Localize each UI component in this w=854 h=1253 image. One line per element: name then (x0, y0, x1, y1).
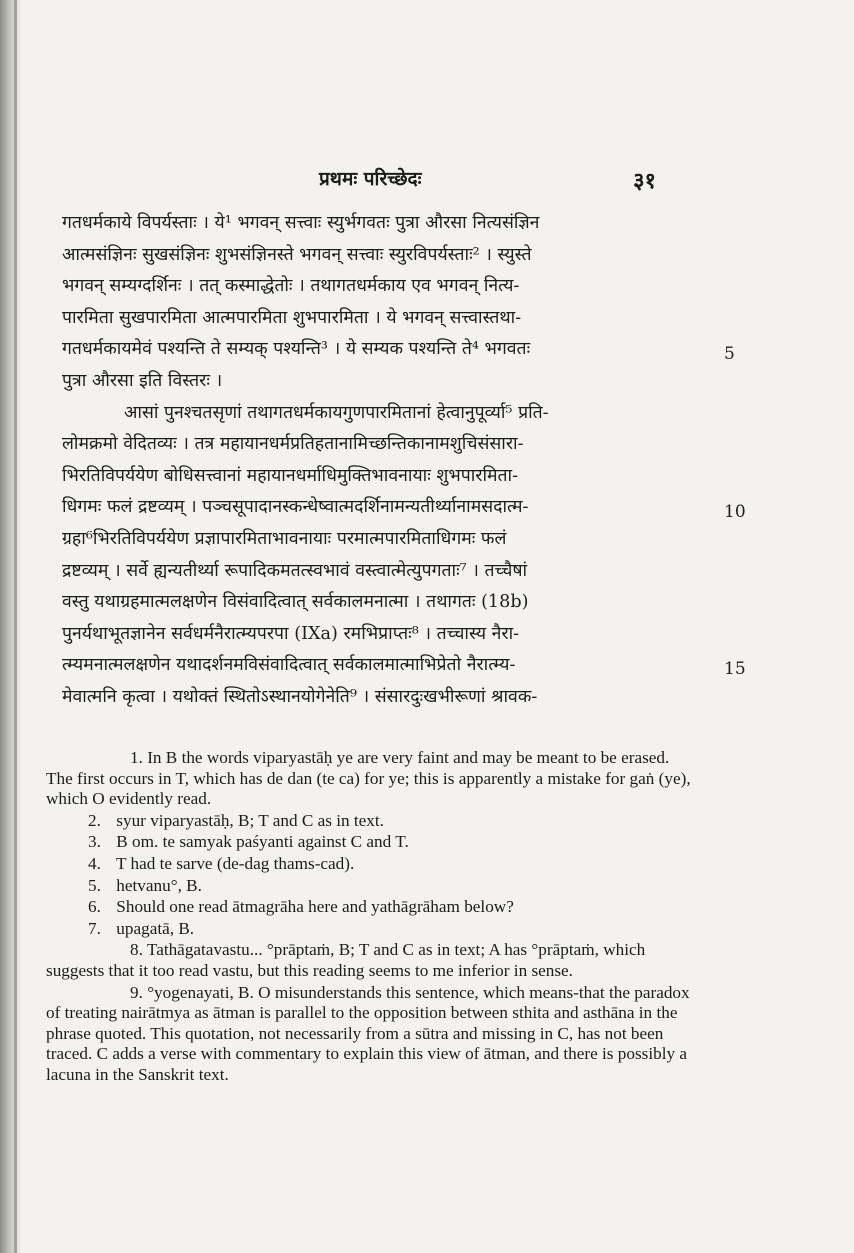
text-line: आसां पुनश्चतसृणां तथागतधर्मकायगुणपारमितानां हेत्वानुपूर्व्या⁵ प्रति- (124, 402, 549, 423)
footnote (88, 919, 692, 940)
footnote-number: 4. (88, 853, 101, 873)
footnote-number: 2. (88, 810, 101, 830)
footnote-text: upagatā, B. (116, 918, 195, 938)
page-binding-edge (0, 0, 22, 1253)
line-number: 10 (724, 502, 746, 522)
text-line: धिगमः फलं द्रष्टव्यम् । पञ्चसूपादानस्कन्धेष्वात्मदर्शिनामन्यतीर्थ्यानामसदात्म- (62, 497, 529, 518)
footnote-number: 1. (130, 748, 143, 767)
footnote-number: 3. (88, 832, 101, 852)
text-line: पुत्रा औरसा इति विस्तरः । (62, 370, 223, 391)
footnote-text: In B the words viparyastāḥ ye are very faint and may be meant to be erased. The first occurs in T, which has de dan (te ca) for ye; this is apparently a mistake for gaṅ (ye), which O evidently read. (46, 748, 691, 809)
line-number: 15 (724, 659, 746, 679)
footnote (88, 876, 692, 897)
line-number: 5 (724, 344, 735, 364)
footnote-text: Tathāgatavastu... °prāptaṁ, B; T and C as in text; A has °prāptaṁ, which suggests that it too read vastu, but this reading seems to me inferior in sense. (46, 940, 646, 980)
text-line: त्म्यमनात्मलक्षणेन यथादर्शनमविसंवादित्वात् सर्वकालमात्माभिप्रेतो नैरात्म्य- (62, 655, 516, 676)
text-line: मेवात्मनि कृत्वा । यथोक्तं स्थितोऽस्थानयोगेनेति⁹ । संसारदुःखभीरूणां श्रावक- (62, 686, 538, 707)
footnote-number: 9. (130, 982, 143, 1002)
footnote (46, 940, 692, 981)
footnote (88, 854, 692, 875)
text-line: भगवन् सम्यग्दर्शिनः । तत् कस्माद्धेतोः । तथागतधर्मकाय एव भगवन् नित्य- (62, 276, 520, 297)
text-line: आत्मसंज्ञिनः सुखसंज्ञिनः शुभसंज्ञिनस्ते भगवन् सत्त्वाः स्युरविपर्यस्ताः² । स्युस्ते (62, 244, 532, 265)
text-line: वस्तु यथाग्रहमात्मलक्षणेन विसंवादित्वात् सर्वकालमनात्मा । तथागतः (18b) (62, 592, 529, 613)
sanskrit-text (62, 208, 667, 714)
text-line: गतधर्मकायमेवं पश्यन्ति ते सम्यक् पश्यन्ति³ । ये सम्यक पश्यन्ति ते⁴ भगवतः (62, 339, 531, 360)
text-line: भिरतिविपर्ययेण बोधिसत्त्वानां महायानधर्माधिमुक्तिभावनायाः शुभपारमिता- (62, 465, 519, 486)
footnote (88, 832, 692, 853)
text-line: द्रष्टव्यम् । सर्वे ह्यन्यतीर्थ्या रूपादिकमतत्स्वभावं वस्त्वात्मेत्युपगताः⁷ । तच्चैषां (62, 560, 528, 581)
running-header (64, 165, 664, 195)
footnote-text: Should one read ātmagrāha here and yathāgrāham below? (116, 897, 514, 917)
footnotes (46, 748, 692, 1087)
text-line: पुनर्यथाभूतज्ञानेन सर्वधर्मनैरात्म्यपरपा (IXa) रमभिप्राप्तः⁸ । तच्चास्य नैरा- (62, 623, 520, 644)
footnote-number: 7. (88, 918, 101, 938)
chapter-title: प्रथमः परिच्छेदः (319, 168, 422, 190)
footnote (88, 811, 692, 832)
footnote (46, 748, 692, 810)
page-binding-line (14, 0, 17, 1253)
footnote-text: syur viparyastāḥ, B; T and C as in text. (116, 810, 384, 830)
footnote-number: 6. (88, 897, 101, 917)
footnote-text: T had te sarve (de-dag thams-cad). (116, 853, 355, 873)
footnote-text: °yogenayati, B. O misunderstands this sentence, which means-that the paradox of treating nairātmya as ātman is parallel to the opposition between sthita and asthāna in the phrase quoted. This quotation, not necessarily from a sūtra and missing in C, has not been traced. C adds a verse with commentary to explain this view of ātman, and there is possibly a lacuna in the Sanskrit text. (46, 982, 690, 1084)
text-line: पारमिता सुखपारमिता आत्मपारमिता शुभपारमिता । ये भगवन् सत्त्वास्तथा- (62, 307, 522, 328)
page-number: ३१ (633, 168, 656, 194)
text-line: लोमक्रमो वेदितव्यः । तत्र महायानधर्मप्रतिहतानामिच्छन्तिकानामशुचिसंसारा- (62, 434, 524, 455)
footnote (46, 983, 692, 1086)
footnote-number: 8. (130, 940, 143, 960)
text-line: गतधर्मकाये विपर्यस्ताः । ये¹ भगवन् सत्त्वाः स्युर्भगवतः पुत्रा औरसा नित्यसंज्ञिन (62, 213, 540, 233)
text-line: ग्रहा⁶भिरतिविपर्ययेण प्रज्ञापारमिताभावनायाः परमात्मपारमिताधिगमः फलं (62, 528, 507, 549)
footnote-number: 5. (88, 875, 101, 895)
footnote-text: hetvanu°, B. (116, 875, 202, 895)
footnote-text: B om. te samyak paśyanti against C and T. (116, 832, 409, 852)
footnote (88, 897, 692, 918)
